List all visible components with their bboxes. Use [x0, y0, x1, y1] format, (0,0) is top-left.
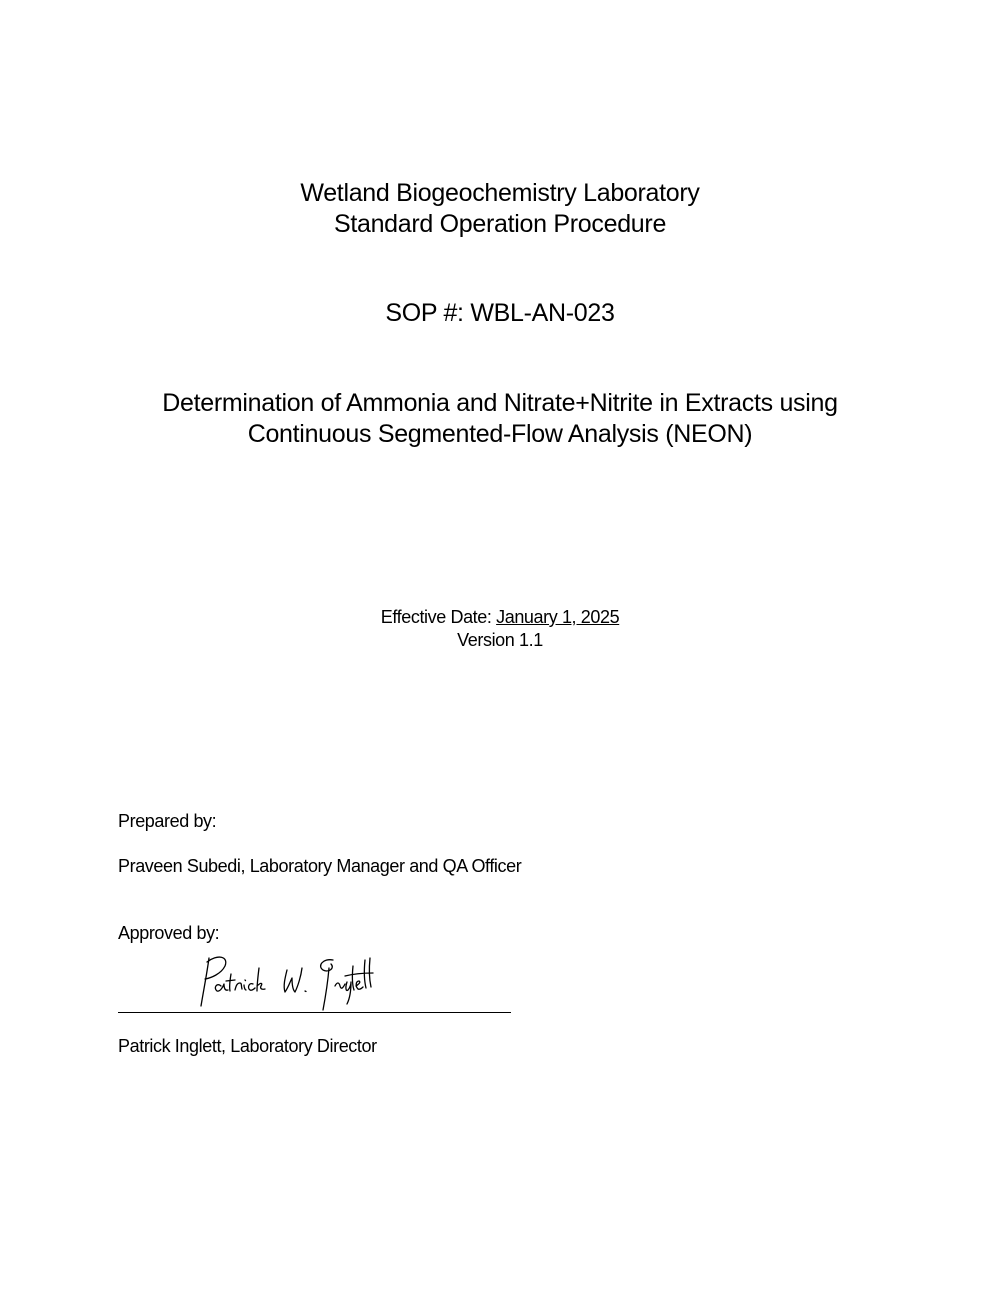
sop-number-text: SOP #: WBL-AN-023: [385, 299, 615, 327]
approver-name: Patrick Inglett, Laboratory Director: [118, 1036, 377, 1056]
prepared-by-label: Prepared by:: [118, 811, 217, 831]
effective-date-label: Effective Date:: [380, 607, 497, 627]
title-line-2: Continuous Segmented-Flow Analysis (NEON): [247, 420, 753, 448]
signature-line: [118, 1012, 511, 1013]
lab-header: [0, 178, 1000, 240]
effective-date-block: [0, 606, 1000, 652]
signature-image: [195, 948, 375, 1014]
approved-by-label: Approved by:: [118, 923, 220, 943]
effective-date-value: January 1, 2025: [496, 607, 620, 627]
preparer-name: Praveen Subedi, Laboratory Manager and QA Officer: [118, 856, 522, 876]
sop-number: [0, 298, 1000, 329]
document-title: [0, 388, 1000, 450]
version: Version 1.1: [457, 630, 543, 650]
lab-name: Wetland Biogeochemistry Laboratory: [300, 179, 700, 207]
effective-date-line: [0, 606, 1000, 629]
document-type: Standard Operation Procedure: [333, 210, 667, 238]
title-line-1: Determination of Ammonia and Nitrate+Nitrite in Extracts using: [162, 389, 838, 417]
